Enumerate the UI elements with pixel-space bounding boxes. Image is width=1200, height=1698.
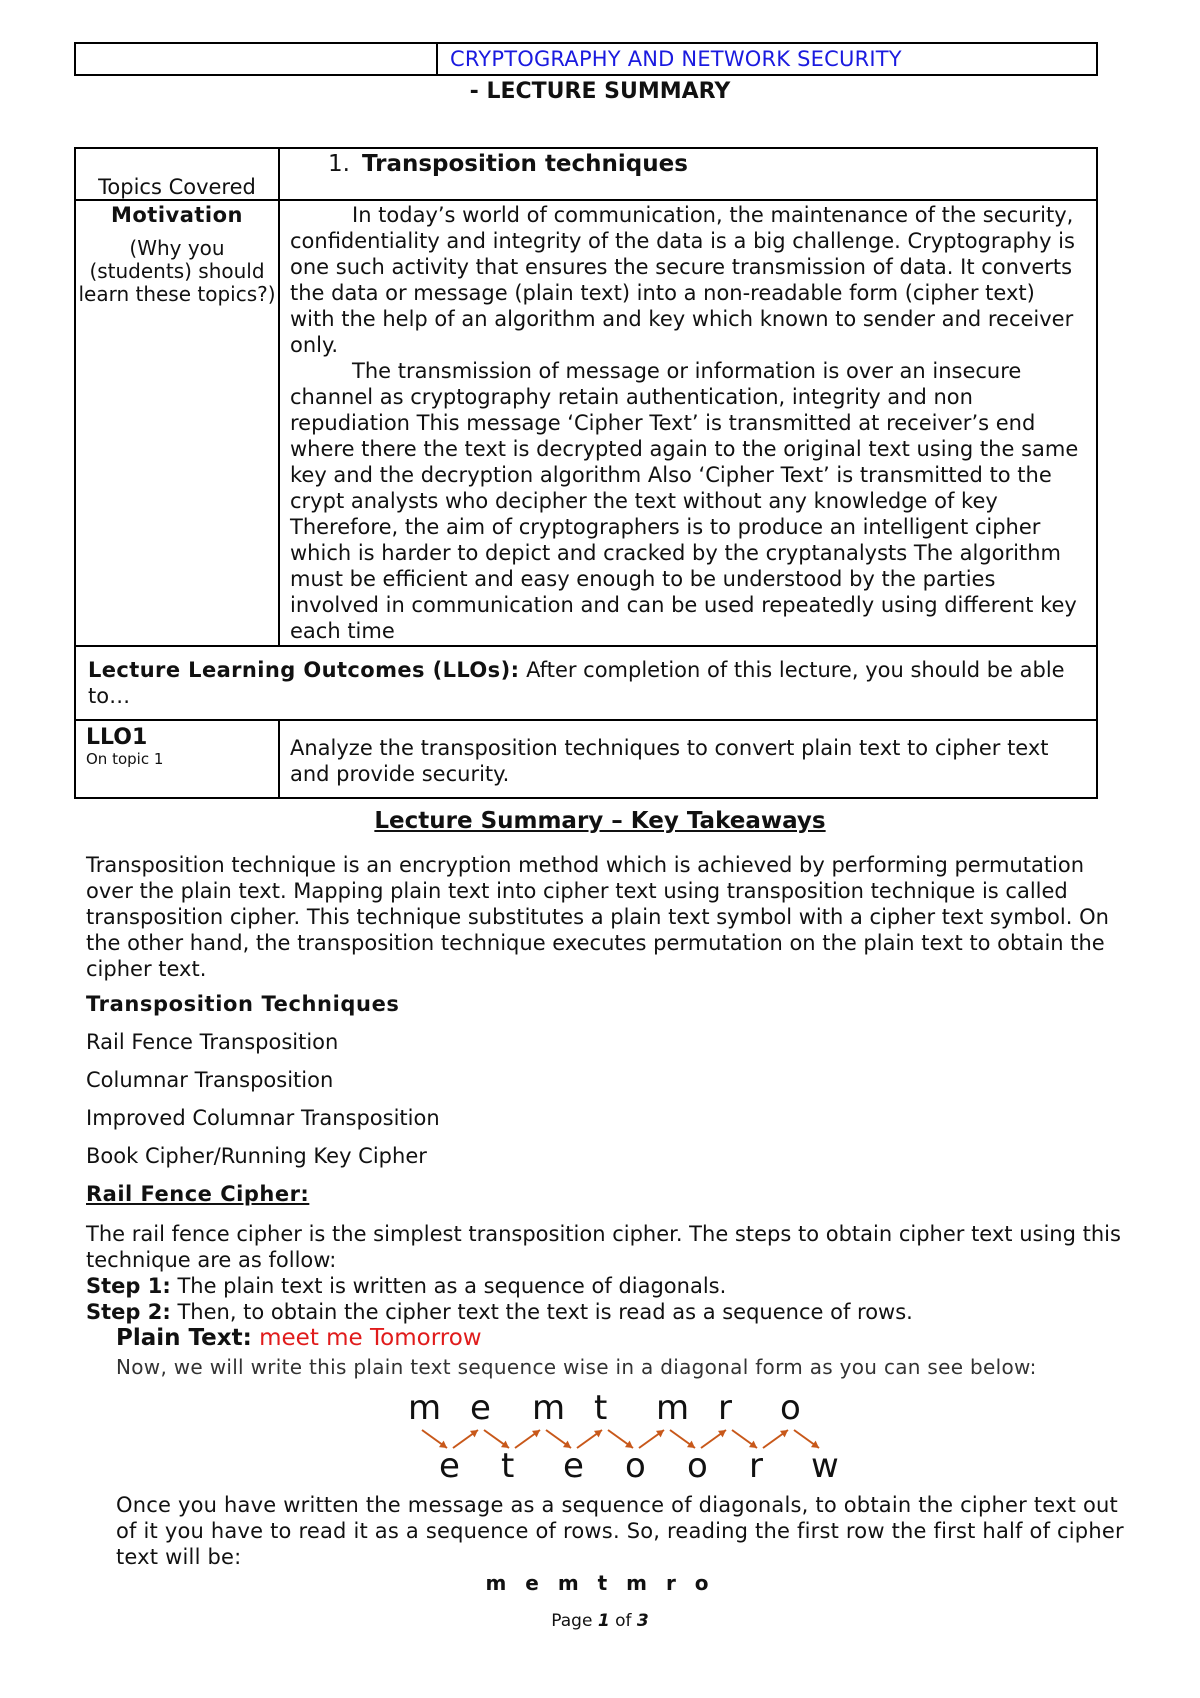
diagonal-instruction: Now, we will write this plain text sequence wise in a diagonal form as you can see below: [116,1355,1037,1379]
techniques-heading: Transposition Techniques [86,992,400,1016]
llo1-label: LLO1 [86,725,148,750]
page-footer [0,1611,1200,1631]
step-1-text: The plain text is written as a sequence of diagonals. [177,1274,727,1298]
motivation-paragraph-1: In today’s world of communication, the maintenance of the security, confidentiality and integrity of the data is a big challenge. Cryptography is one such activity that ensures the secure transmission of data. It converts the data or message (plain text) into a non-readable form (cipher text) with the help of an algorithm and key which known to sender and receiver only. [290,203,1075,357]
rail-top-letter: m [408,1388,442,1428]
rail-arrow-head [718,1430,726,1437]
rail-arrow-head [780,1430,788,1437]
rail-arrow-head [594,1430,602,1437]
step-2 [86,1299,1126,1325]
summary-intro: Transposition technique is an encryption method which is achieved by performing permutation over the plain text. Mapping plain text into cipher text using transposition technique is called transposition cipher. This technique substitutes a plain text symbol with a cipher text symbol. On the other hand, the transposition technique executes permutation on the plain text to obtain the cipher text. [86,853,1109,981]
rail-bottom-letter: w [811,1446,839,1486]
page-total: 3 [636,1611,649,1631]
llo-heading: Lecture Learning Outcomes (LLOs): [88,658,520,682]
topic-number: 1. [328,151,350,177]
rail-top-letter: o [780,1388,801,1428]
step-1 [86,1273,1126,1299]
header-box [74,42,1098,76]
read-rows-text: Once you have written the message as a sequence of diagonals, to obtain the cipher text out of it you have to read it as a sequence of rows. So, reading the first row the first half of cipher text will be: [116,1493,1124,1569]
rail-bottom-letter: e [563,1446,584,1486]
page-of: of [615,1611,632,1631]
rail-bottom-letter: o [625,1446,646,1486]
header-left-cell [76,44,438,74]
rail-bottom-letter: e [439,1446,460,1486]
list-item: Improved Columnar Transposition [86,1106,440,1130]
motivation-cell [75,200,279,646]
rail-bottom-letter: o [687,1446,708,1486]
list-item: Rail Fence Transposition [86,1030,339,1054]
page-prefix: Page [551,1611,593,1631]
step-2-label: Step 2: [86,1300,171,1324]
motivation-title: Motivation [110,203,244,227]
rail-bottom-letter: t [501,1446,515,1486]
llo-intro-row [75,646,1097,720]
topic-title-cell [279,148,1097,200]
rail-top-letter: m [656,1388,690,1428]
rail-fence-intro: The rail fence cipher is the simplest transposition cipher. The steps to obtain cipher text using this technique are as follow: [86,1222,1121,1272]
rail-top-letter: t [594,1388,608,1428]
rail-fence-diagram [400,1388,860,1488]
rail-top-letter: r [718,1388,732,1428]
plain-text-label: Plain Text: [116,1325,252,1351]
document-subtitle: - LECTURE SUMMARY [469,79,731,104]
course-title: CRYPTOGRAPHY AND NETWORK SECURITY [450,47,902,71]
motivation-text-cell [279,200,1097,646]
list-item: Columnar Transposition [86,1068,334,1092]
lecture-table [74,147,1098,799]
rail-top-letter: e [470,1388,491,1428]
topics-covered-label: Topics Covered [75,148,279,200]
plain-text-value: meet me Tomorrow [259,1325,482,1351]
plain-text-line [116,1325,482,1351]
step-1-label: Step 1: [86,1274,171,1298]
page-number: 1 [597,1611,610,1631]
llo1-sublabel: On topic 1 [86,750,164,768]
llo-intro-text: After completion of this lecture, you should be able to… [88,658,1065,708]
motivation-subtitle: (Why you (students) should learn these topics?) [78,236,276,306]
topic-title: Transposition techniques [361,151,688,177]
rail-bottom-letter: r [749,1446,763,1486]
techniques-list [86,1029,440,1181]
summary-title: Lecture Summary – Key Takeaways [374,808,826,834]
rail-fence-heading: Rail Fence Cipher: [86,1182,310,1206]
rail-arrow-head [656,1430,664,1437]
list-item: Book Cipher/Running Key Cipher [86,1144,427,1168]
motivation-paragraph-2: The transmission of message or information is over an insecure channel as cryptography retain authentication, integrity and non repudiation This message ‘Cipher Text’ is transmitted at receiver’s end where there the text is decrypted again to the original text using the same key and the decryption algorithm Also ‘Cipher Text’ is transmitted to the crypt analysts who decipher the text without any knowledge of key Therefore, the aim of cryptographers is to produce an intelligent cipher which is harder to depict and cracked by the cryptanalysts The algorithm must be efficient and easy enough to be understood by the parties involved in communication and can be used repeatedly using different key each time [290,359,1079,643]
cipher-first-half: m e m t m r o [485,1571,715,1595]
llo1-cell [75,720,279,798]
rail-arrow-head [470,1430,478,1437]
llo1-text: Analyze the transposition techniques to convert plain text to cipher text and provide security. [279,720,1097,798]
rail-arrow-head [532,1430,540,1437]
rail-fence-body [86,1221,1126,1325]
rail-top-letter: m [532,1388,566,1428]
step-2-text: Then, to obtain the cipher text the text is read as a sequence of rows. [177,1300,913,1324]
